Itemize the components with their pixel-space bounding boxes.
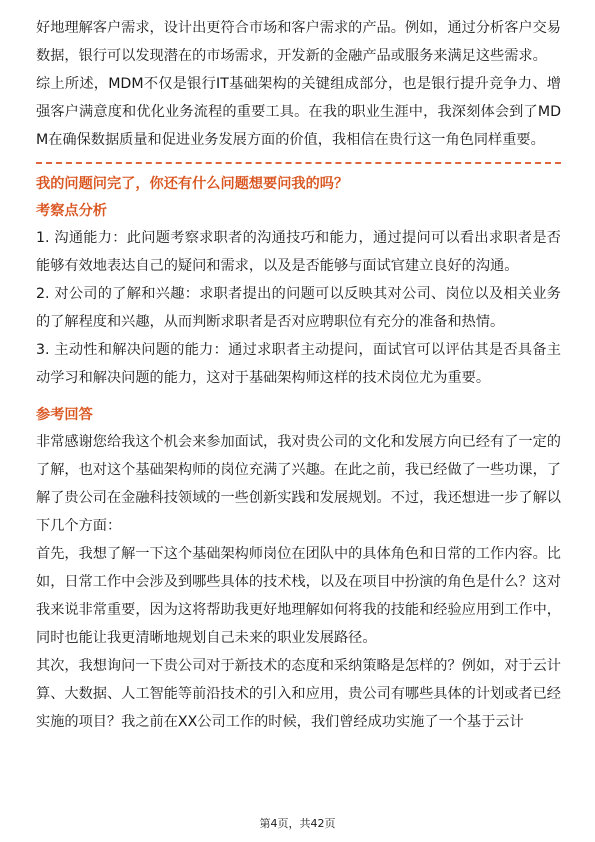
answer-paragraph: 首先，我想了解一下这个基础架构师岗位在团队中的具体角色和日常的工作内容。比如，日常工作中会涉及到哪些具体的技术栈，以及在项目中扮演的角色是什么？这对我来说非常重要，因为这将帮助我更好地理解如何将我的技能和经验应用到工作中，同时也能让我更清晰地规划自己未来的职业发展路径。 [36, 546, 561, 646]
answer-paragraph: 非常感谢您给我这个机会来参加面试，我对贵公司的文化和发展方向已经有了一定的了解，也对这个基础架构师的岗位充满了兴趣。在此之前，我已经做了一些功课，了解了贵公司在金融科技领域的一些创新实践和发展规划。不过，我还想进一步了解以下几个方面： [36, 434, 561, 534]
question-title: 我的问题问完了，你还有什么问题想要问我的吗？ [36, 176, 349, 192]
analysis-heading: 考察点分析 [36, 203, 107, 219]
analysis-item: 1. 沟通能力：此问题考察求职者的沟通技巧和能力，通过提问可以看出求职者是否能够有效地表达自己的疑问和需求，以及是否能够与面试官建立良好的沟通。 [36, 230, 561, 274]
intro-paragraph-1: 好地理解客户需求，设计出更符合市场和客户需求的产品。例如，通过分析客户交易数据，银行可以发现潜在的市场需求，开发新的金融产品或服务来满足这些需求。 [36, 20, 561, 64]
analysis-item: 3. 主动性和解决问题的能力：通过求职者主动提问，面试官可以评估其是否具备主动学习和解决问题的能力，这对于基础架构师这样的技术岗位尤为重要。 [36, 342, 561, 386]
page-content [36, 14, 561, 736]
section-gap [36, 392, 561, 402]
dashed-divider [36, 162, 561, 164]
answer-heading: 参考回答 [36, 407, 93, 423]
analysis-item: 2. 对公司的了解和兴趣：求职者提出的问题可以反映其对公司、岗位以及相关业务的了解程度和兴趣，从而判断求职者是否对应聘职位有充分的准备和热情。 [36, 286, 561, 330]
intro-paragraph-2: 综上所述，MDM不仅是银行IT基础架构的关键组成部分，也是银行提升竞争力、增强客户满意度和优化业务流程的重要工具。在我的职业生涯中，我深刻体会到了MDM在确保数据质量和促进业务发展方面的价值，我相信在贵行这一角色同样重要。 [36, 76, 561, 148]
page-number: 第4页，共42页 [259, 817, 336, 830]
answer-paragraph: 其次，我想询问一下贵公司对于新技术的态度和采纳策略是怎样的？例如，对于云计算、大数据、人工智能等前沿技术的引入和应用，贵公司有哪些具体的计划或者已经实施的项目？我之前在XX公司工作的时候，我们曾经成功实施了一个基于云计 [36, 658, 561, 730]
